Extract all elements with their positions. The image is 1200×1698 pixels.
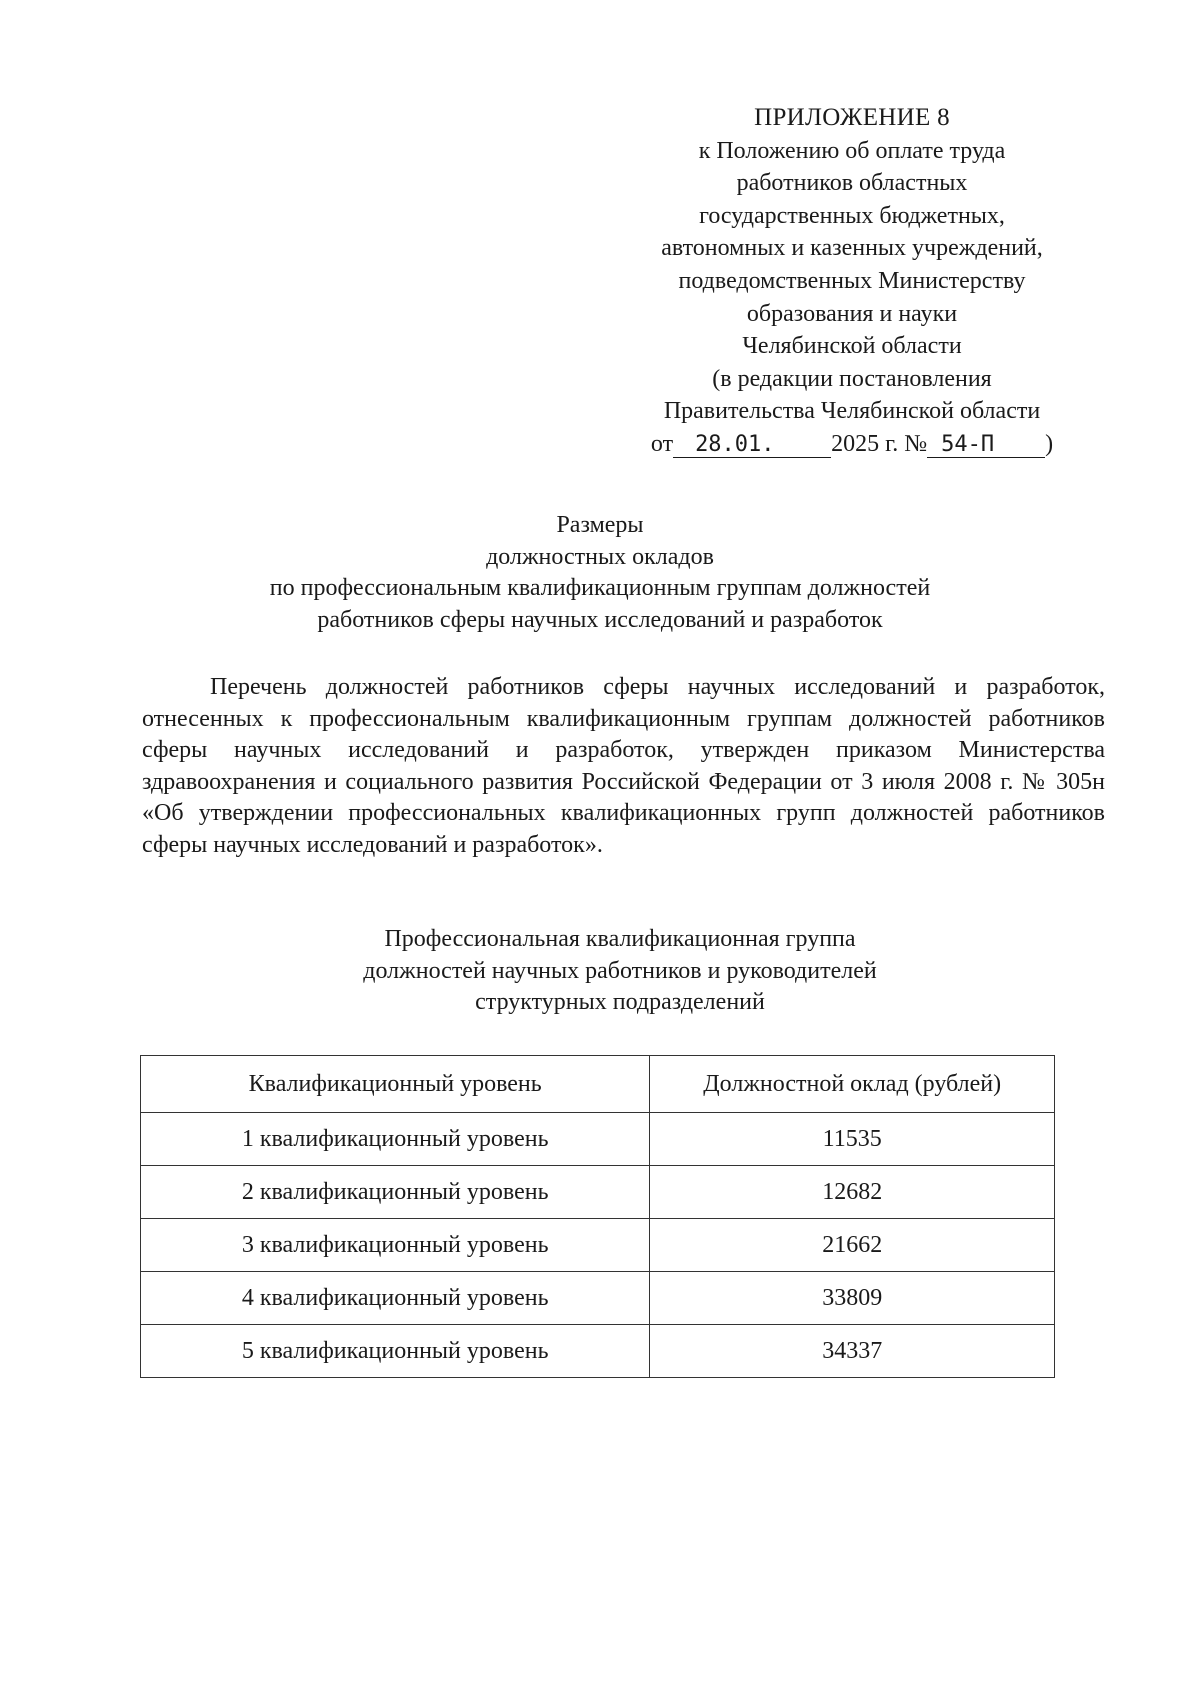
level-cell: 2 квалификационный уровень xyxy=(141,1166,650,1219)
resolution-date: 28.01. xyxy=(673,433,831,458)
appendix-line: образования и науки xyxy=(746,300,958,327)
salary-table xyxy=(140,1055,1055,1378)
resolution-number: 54-П xyxy=(927,433,1045,458)
appendix-line: работников областных xyxy=(736,170,968,197)
salary-cell: 34337 xyxy=(650,1325,1055,1378)
level-cell: 4 квалификационный уровень xyxy=(141,1272,650,1325)
group-title xyxy=(200,924,1040,1019)
appendix-line: подведомственных Министерству xyxy=(678,267,1026,294)
group-title-line: должностей научных работников и руководителей xyxy=(363,957,877,984)
date-prefix: от xyxy=(650,430,674,457)
heading-line: по профессиональным квалификационным группам должностей xyxy=(269,575,931,601)
table-row xyxy=(141,1166,1055,1219)
header-level: Квалификационный уровень xyxy=(141,1056,650,1113)
appendix-line: Челябинской области xyxy=(742,333,962,360)
appendix-line: к Положению об оплате труда xyxy=(698,137,1006,164)
heading-line: Размеры xyxy=(556,512,644,538)
salary-cell: 12682 xyxy=(650,1166,1055,1219)
level-cell: 1 квалификационный уровень xyxy=(141,1113,650,1166)
table-header-row xyxy=(141,1056,1055,1113)
group-title-line: Профессиональная квалификационная группа xyxy=(384,926,856,952)
table-row xyxy=(141,1272,1055,1325)
level-cell: 3 квалификационный уровень xyxy=(141,1219,650,1272)
heading-line: работников сферы научных исследований и разработок xyxy=(317,606,883,633)
resolution-date-line xyxy=(612,428,1092,461)
date-suffix: ) xyxy=(1045,430,1054,457)
table-row xyxy=(141,1113,1055,1166)
header-salary: Должностной оклад (рублей) xyxy=(650,1056,1055,1113)
appendix-line: (в редакции постановления xyxy=(712,365,992,392)
group-title-line: структурных подразделений xyxy=(475,989,765,1015)
date-year: 2025 г. № xyxy=(831,430,928,457)
heading-line: должностных окладов xyxy=(486,543,714,570)
document-heading xyxy=(100,510,1100,636)
appendix-header xyxy=(612,102,1092,461)
table-row xyxy=(141,1325,1055,1378)
salary-cell: 11535 xyxy=(650,1113,1055,1166)
appendix-line: государственных бюджетных, xyxy=(699,202,1005,229)
appendix-line: автономных и казенных учреждений, xyxy=(661,235,1043,262)
level-cell: 5 квалификационный уровень xyxy=(141,1325,650,1378)
appendix-title: ПРИЛОЖЕНИЕ 8 xyxy=(754,104,950,131)
salary-cell: 21662 xyxy=(650,1219,1055,1272)
table-row xyxy=(141,1219,1055,1272)
appendix-line: Правительства Челябинской области xyxy=(663,398,1041,425)
body-paragraph: Перечень должностей работников сферы научных исследований и разработок, отнесенных к профессиональным квалификационным группам должностей работников сферы научных исследований и разработок, утвержден приказом Министерства здравоохранения и социального развития Российской Федерации от 3 июля 2008 г. № 305н «Об утверждении профессиональных квалификационных групп должностей работников сферы научных исследований и разработок». xyxy=(142,674,1105,858)
salary-cell: 33809 xyxy=(650,1272,1055,1325)
